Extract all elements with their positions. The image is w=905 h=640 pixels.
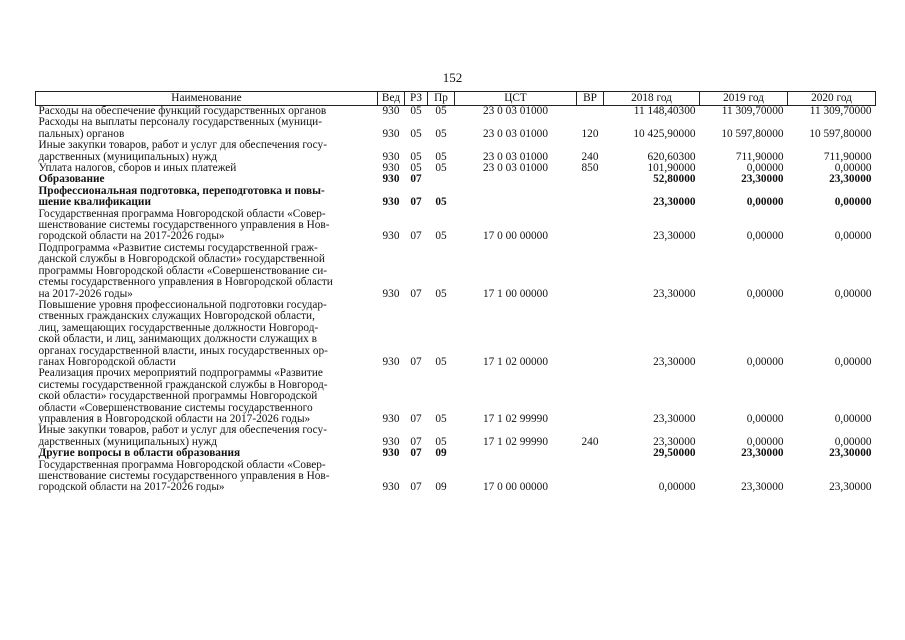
rz-cell: 07 <box>410 355 422 368</box>
cst-cell: 23 0 03 01000 <box>483 105 548 117</box>
row-name-line: системы государственной гражданской службы в Новгород- <box>38 378 328 391</box>
vr-cell <box>577 448 604 459</box>
pr-cell: 05 <box>435 287 447 300</box>
row-name-line: городской области на 2017-2026 годы» <box>38 230 225 243</box>
vr-cell: 120 <box>581 127 599 140</box>
amount-2020-cell: 711,90000 <box>823 150 872 163</box>
ved-cell: 930 <box>382 150 400 163</box>
rz-cell: 07 <box>410 230 422 243</box>
row-name-line: шенствование системы государственного управления в Нов- <box>38 470 330 482</box>
pr-cell: 05 <box>435 230 447 243</box>
table-header-row <box>36 92 876 106</box>
amount-2020-cell: 0,00000 <box>834 355 872 368</box>
pr-cell: 09 <box>435 447 447 460</box>
row-name-cell <box>36 448 378 459</box>
vr-cell <box>577 106 604 118</box>
header-rz: РЗ <box>405 92 428 106</box>
row-name-cell <box>36 243 378 300</box>
amount-2018-cell: 23,30000 <box>653 287 696 300</box>
cst-cell: 17 1 02 00000 <box>483 355 548 368</box>
amount-2019-cell: 0,00000 <box>746 355 784 368</box>
amount-2020-cell: 0,00000 <box>834 412 872 425</box>
rz-cell: 05 <box>410 105 422 117</box>
row-name-line: пальных) органов <box>38 127 125 140</box>
table-row <box>36 117 876 140</box>
cst-cell: 23 0 03 01000 <box>483 150 548 163</box>
row-name-line: Образование <box>38 173 105 186</box>
amount-2019-cell: 0,00000 <box>746 196 784 209</box>
amount-2020-cell: 0,00000 <box>834 435 872 448</box>
pr-cell: 05 <box>435 127 447 140</box>
amount-2020-cell: 0,00000 <box>834 230 872 243</box>
pr-cell: 05 <box>435 196 447 209</box>
header-2020: 2020 год <box>788 92 876 106</box>
amount-2019-cell: 23,30000 <box>741 481 784 494</box>
row-name-line: шенствование системы государственного управления в Нов- <box>38 219 330 232</box>
header-2019: 2019 год <box>700 92 788 106</box>
header-cst: ЦСТ <box>455 92 577 106</box>
row-name-cell <box>36 209 378 243</box>
row-name-line: городской области на 2017-2026 годы» <box>38 481 225 494</box>
table-row <box>36 186 876 209</box>
rz-cell: 07 <box>410 435 422 448</box>
rz-cell: 05 <box>410 127 422 140</box>
row-name-line: Государственная программа Новгородской области «Совер- <box>38 207 326 220</box>
row-name-line: Подпрограмма «Развитие системы государственной граж- <box>38 241 318 254</box>
row-name-line: Повышение уровня профессиональной подготовки государ- <box>38 298 327 311</box>
header-vr: ВР <box>577 92 604 106</box>
amount-2018-cell: 52,80000 <box>653 173 696 186</box>
rz-cell: 05 <box>410 162 422 175</box>
vr-cell: 240 <box>581 150 599 163</box>
cst-cell: 23 0 03 01000 <box>483 127 548 140</box>
cst-cell: 17 1 00 00000 <box>483 287 548 300</box>
row-name-line: Иные закупки товаров, работ и услуг для обеспечения госу- <box>38 424 327 437</box>
amount-2018-cell: 10 425,90000 <box>633 127 696 140</box>
table-row <box>36 368 876 425</box>
amount-2020-cell: 10 597,80000 <box>809 127 872 140</box>
amount-2020-cell: 23,30000 <box>829 173 872 186</box>
pr-cell: 05 <box>435 412 447 425</box>
vr-cell <box>577 460 604 494</box>
budget-table <box>35 91 876 494</box>
pr-cell: 05 <box>435 355 447 368</box>
row-name-line: Другие вопросы в области образования <box>38 447 241 460</box>
amount-2020-cell: 0,00000 <box>834 287 872 300</box>
amount-2018-cell: 620,60300 <box>647 150 696 163</box>
rz-cell: 07 <box>410 196 422 209</box>
row-name-line: Реализация прочих мероприятий подпрограммы «Развитие <box>38 367 323 380</box>
amount-2018-cell: 23,30000 <box>653 230 696 243</box>
row-name-line: данской службы в Новгородской области» государственной <box>38 253 325 266</box>
pr-cell: 05 <box>435 105 447 117</box>
row-name-cell <box>36 186 378 209</box>
table-body <box>36 106 876 494</box>
table-row <box>36 140 876 163</box>
rz-cell: 07 <box>410 287 422 300</box>
cst-cell: 23 0 03 01000 <box>483 162 548 175</box>
amount-2019-cell: 0,00000 <box>746 287 784 300</box>
table-row <box>36 300 876 368</box>
ved-cell: 930 <box>382 435 400 448</box>
vr-cell <box>577 243 604 300</box>
row-name-line: ской области, и лиц, занимающих должности служащих в <box>38 333 317 346</box>
amount-2018-cell: 23,30000 <box>653 435 696 448</box>
amount-2019-cell: 711,90000 <box>735 150 784 163</box>
row-name-line: Расходы на обеспечение функций государственных органов <box>38 105 327 117</box>
rz-cell: 07 <box>410 447 422 460</box>
row-name-line: дарственных (муниципальных) нужд <box>38 150 217 163</box>
pr-cell: 05 <box>435 150 447 163</box>
rz-cell: 07 <box>410 481 422 494</box>
row-name-line: управления в Новгородской области на 2017-2026 годы» <box>38 412 311 425</box>
ved-cell: 930 <box>382 412 400 425</box>
amount-2019-cell: 23,30000 <box>741 173 784 186</box>
table-row <box>36 425 876 448</box>
amount-2018-cell: 0,00000 <box>658 481 696 494</box>
ved-cell: 930 <box>382 287 400 300</box>
ved-cell: 930 <box>382 447 400 460</box>
cst-cell <box>455 174 577 185</box>
row-name-line: Профессиональная подготовка, переподготовка и повы- <box>38 184 325 197</box>
row-name-cell <box>36 140 378 163</box>
amount-2018-cell: 11 148,40300 <box>633 105 696 117</box>
vr-cell <box>577 368 604 425</box>
row-name-line: шение квалификации <box>38 196 151 209</box>
pr-cell: 05 <box>435 435 447 448</box>
header-2018: 2018 год <box>604 92 700 106</box>
ved-cell: 930 <box>382 230 400 243</box>
row-name-cell <box>36 425 378 448</box>
amount-2019-cell: 11 309,70000 <box>721 105 784 117</box>
amount-2018-cell: 29,50000 <box>653 447 696 460</box>
cst-cell: 17 0 00 00000 <box>483 481 548 494</box>
vr-cell: 850 <box>581 162 599 175</box>
row-name-line: Расходы на выплаты персоналу государственных (муници- <box>38 116 322 129</box>
amount-2020-cell: 0,00000 <box>834 162 872 175</box>
amount-2019-cell: 0,00000 <box>746 230 784 243</box>
row-name-line: программы Новгородской области «Совершенствование си- <box>38 264 328 277</box>
vr-cell <box>577 174 604 185</box>
amount-2020-cell: 0,00000 <box>834 196 872 209</box>
vr-cell <box>577 300 604 368</box>
amount-2019-cell: 10 597,80000 <box>721 127 784 140</box>
pr-cell: 05 <box>435 162 447 175</box>
row-name-line: дарственных (муниципальных) нужд <box>38 435 217 448</box>
cst-cell <box>455 186 577 209</box>
ved-cell: 930 <box>382 105 400 117</box>
row-name-line: Государственная программа Новгородской области «Совер- <box>38 458 326 471</box>
pr-cell <box>428 174 455 185</box>
cst-cell: 17 1 02 99990 <box>483 412 548 425</box>
amount-2020-cell: 11 309,70000 <box>809 105 872 117</box>
table-row <box>36 448 876 459</box>
amount-2020-cell: 23,30000 <box>829 447 872 460</box>
cst-cell: 17 1 02 99990 <box>483 435 548 448</box>
cst-cell: 17 0 00 00000 <box>483 230 548 243</box>
amount-2018-cell: 23,30000 <box>653 355 696 368</box>
table-row <box>36 209 876 243</box>
rz-cell: 07 <box>410 173 422 186</box>
row-name-line: Уплата налогов, сборов и иных платежей <box>38 162 237 175</box>
row-name-cell <box>36 117 378 140</box>
row-name-cell <box>36 460 378 494</box>
ved-cell: 930 <box>382 127 400 140</box>
ved-cell: 930 <box>382 196 400 209</box>
ved-cell: 930 <box>382 162 400 175</box>
vr-cell <box>577 209 604 243</box>
row-name-line: органах государственной власти, иных государственных ор- <box>38 344 328 357</box>
header-name: Наименование <box>36 92 378 106</box>
vr-cell <box>577 186 604 209</box>
amount-2018-cell: 101,90000 <box>647 162 696 175</box>
row-name-cell <box>36 300 378 368</box>
ved-cell: 930 <box>382 355 400 368</box>
row-name-line: ственных гражданских служащих Новгородской области, <box>38 310 315 323</box>
vr-cell: 240 <box>581 435 599 448</box>
row-name-line: области «Совершенствование системы государственного <box>38 401 313 414</box>
ved-cell: 930 <box>382 481 400 494</box>
header-pr: Пр <box>428 92 455 106</box>
amount-2019-cell: 0,00000 <box>746 412 784 425</box>
rz-cell: 07 <box>410 412 422 425</box>
amount-2019-cell: 0,00000 <box>746 435 784 448</box>
amount-2019-cell: 0,00000 <box>746 162 784 175</box>
ved-cell: 930 <box>382 173 400 186</box>
cst-cell <box>455 448 577 459</box>
row-name-line: лиц, замещающих государственные должности Новгород- <box>38 321 319 334</box>
header-ved: Вед <box>378 92 405 106</box>
row-name-line: ской области» государственной программы Новгородской <box>38 390 318 403</box>
row-name-line: на 2017-2026 годы» <box>38 287 133 300</box>
rz-cell: 05 <box>410 150 422 163</box>
page-number: 152 <box>442 70 463 85</box>
amount-2019-cell: 23,30000 <box>741 447 784 460</box>
table-row <box>36 460 876 494</box>
row-name-line: Иные закупки товаров, работ и услуг для обеспечения госу- <box>38 139 327 152</box>
amount-2018-cell: 23,30000 <box>653 196 696 209</box>
row-name-line: ганах Новгородской области <box>38 355 176 368</box>
table-row <box>36 243 876 300</box>
row-name-cell <box>36 368 378 425</box>
amount-2018-cell: 23,30000 <box>653 412 696 425</box>
amount-2020-cell: 23,30000 <box>829 481 872 494</box>
pr-cell: 09 <box>435 481 447 494</box>
row-name-line: стемы государственного управления в Новгородской области <box>38 276 333 289</box>
